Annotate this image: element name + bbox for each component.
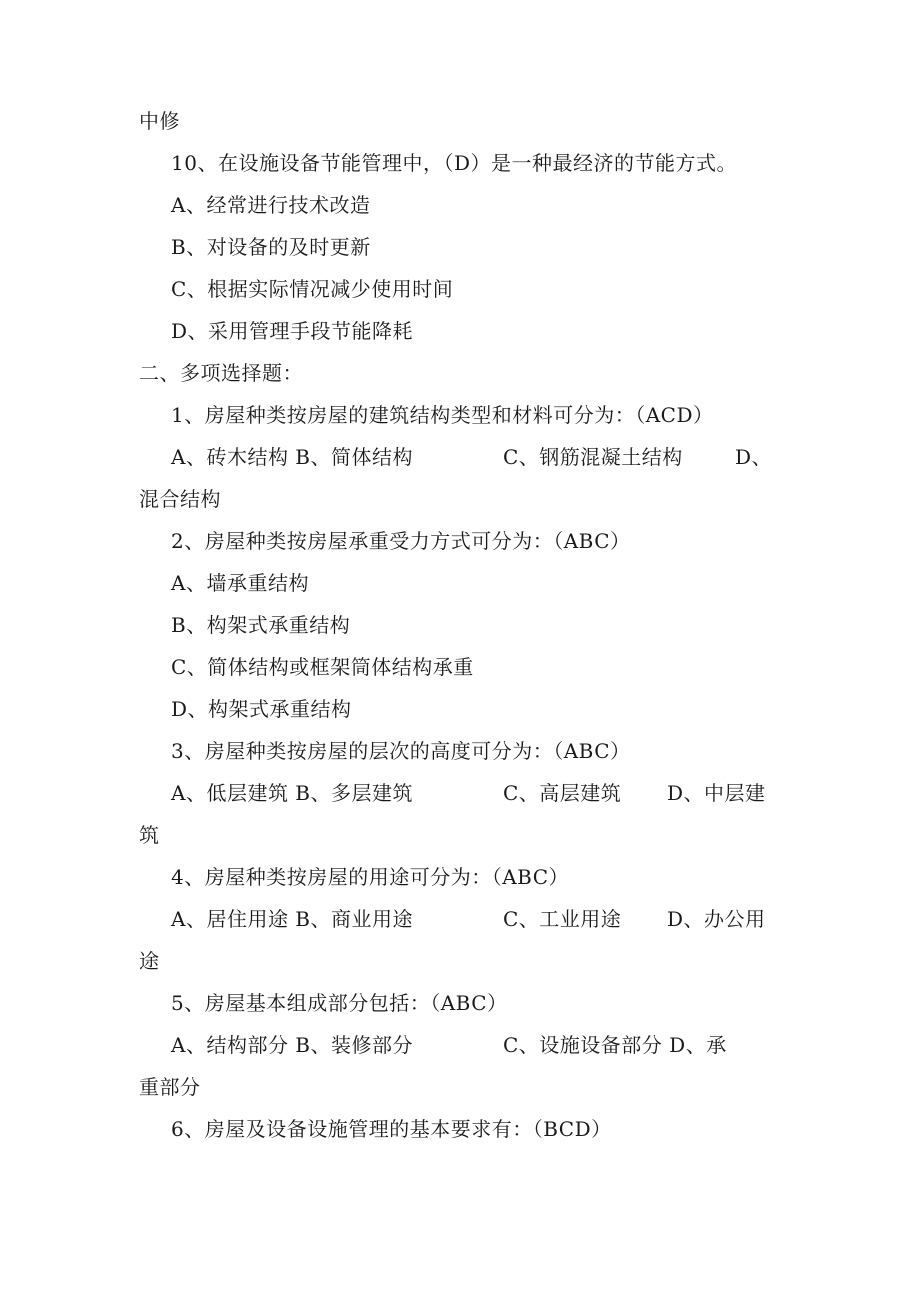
option-segment: D、办公用 [667,907,766,931]
question-5: 5、房屋基本组成部分包括：（ABC） [171,991,508,1015]
option-segment: C、高层建筑 [503,781,622,805]
wrapped-text: 混合结构 [139,487,221,511]
option-segment: D、 [735,445,773,469]
option-segment: A、砖木结构 B、简体结构 [171,445,413,469]
question-2: 2、房屋种类按房屋承重受力方式可分为：（ABC） [171,529,631,553]
option-segment: A、居住用途 B、商业用途 [171,907,413,931]
option-segment: A、结构部分 B、装修部分 [171,1033,413,1057]
option-segment: C、工业用途 [503,907,622,931]
options-row [171,779,791,807]
question-3: 3、房屋种类按房屋的层次的高度可分为：（ABC） [171,739,631,763]
options-row [171,905,791,933]
option-line: A、墙承重结构 [171,571,309,595]
option-line: C、根据实际情况减少使用时间 [171,277,454,301]
option-line: C、简体结构或框架筒体结构承重 [171,655,474,679]
option-line: D、构架式承重结构 [171,697,352,721]
wrapped-text: 途 [139,949,160,973]
text-line: 中修 [139,109,180,133]
option-segment: C、钢筋混凝土结构 [503,445,683,469]
option-segment: C、设施设备部分 D、承 [503,1033,727,1057]
options-row [171,1031,791,1059]
option-line: A、经常进行技术改造 [171,193,371,217]
question-4: 4、房屋种类按房屋的用途可分为：（ABC） [171,865,570,889]
option-line: B、构架式承重结构 [171,613,351,637]
option-line: D、采用管理手段节能降耗 [171,319,414,343]
option-segment: D、中层建 [667,781,766,805]
wrapped-text: 筑 [139,823,160,847]
options-row [171,443,791,471]
option-segment: A、低层建筑 B、多层建筑 [171,781,413,805]
question-10: 10、在设施设备节能管理中，（D）是一种最经济的节能方式。 [171,151,737,175]
option-line: B、对设备的及时更新 [171,235,371,259]
question-1: 1、房屋种类按房屋的建筑结构类型和材料可分为：（ACD） [171,403,714,427]
question-6: 6、房屋及设备设施管理的基本要求有：（BCD） [171,1117,612,1141]
wrapped-text: 重部分 [139,1075,201,1099]
section-heading: 二、多项选择题： [139,361,303,385]
